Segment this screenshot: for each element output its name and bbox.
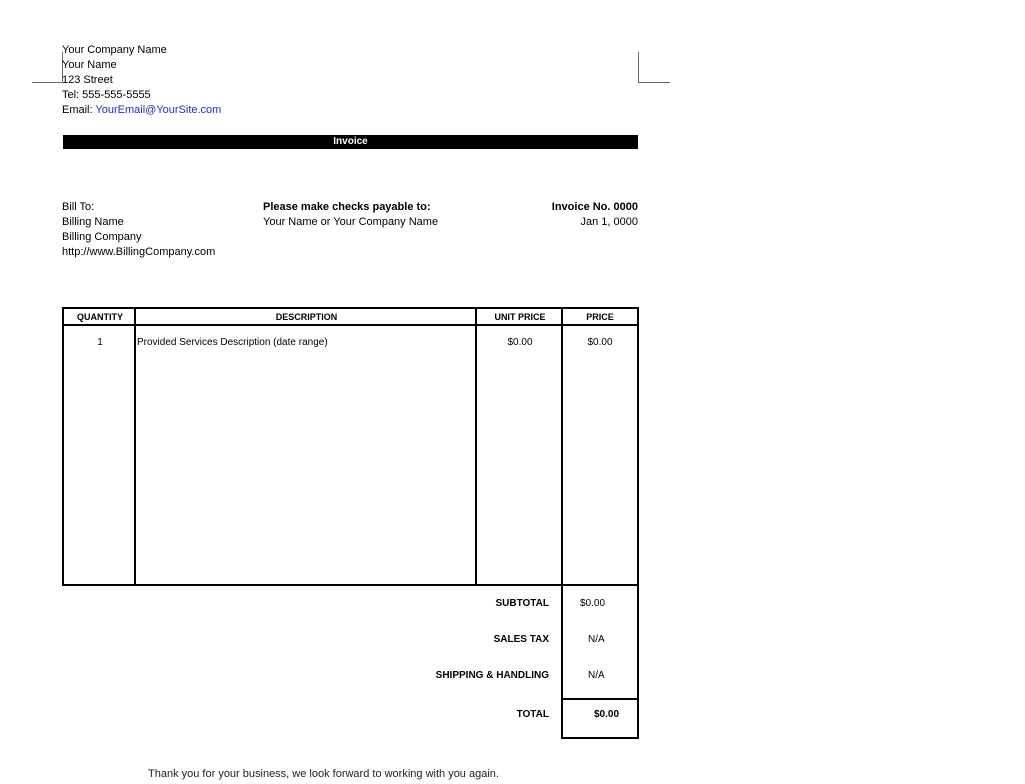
email-line	[62, 103, 221, 118]
crop-mark-right-v	[638, 52, 639, 82]
subtotal-label: SUBTOTAL	[495, 598, 549, 609]
sales-tax-label: SALES TAX	[493, 634, 549, 645]
company-name: Your Company Name	[62, 44, 167, 56]
invoice-info-block	[480, 200, 638, 230]
payable-block	[263, 200, 438, 230]
street-address: 123 Street	[62, 74, 113, 86]
company-info	[62, 43, 221, 118]
shipping-value: N/A	[588, 670, 605, 681]
header-price: PRICE	[563, 309, 637, 326]
bill-to-block	[62, 200, 215, 260]
col-unit-price	[477, 309, 563, 584]
shipping-label: SHIPPING & HANDLING	[435, 670, 549, 681]
col-quantity	[64, 309, 136, 584]
payable-value: Your Name or Your Company Name	[263, 216, 439, 228]
crop-mark-right-h	[638, 82, 670, 83]
payable-label: Please make checks payable to:	[263, 201, 431, 213]
header-quantity: QUANTITY	[64, 309, 136, 326]
email-link[interactable]: YourEmail@YourSite.com	[95, 104, 222, 116]
billing-company: Billing Company	[62, 231, 142, 243]
billing-name: Billing Name	[62, 216, 124, 228]
total-value: $0.00	[594, 709, 620, 720]
invoice-number: Invoice No. 0000	[551, 201, 638, 213]
contact-name: Your Name	[62, 59, 117, 71]
email-label: Email:	[62, 104, 96, 116]
footer-note: Thank you for your business, we look forward to working with you again.	[148, 768, 499, 780]
row-quantity: 1	[97, 337, 103, 348]
header-description: DESCRIPTION	[136, 309, 477, 326]
line-items-table	[62, 307, 639, 586]
invoice-title-bar: Invoice	[63, 135, 638, 149]
col-description	[136, 309, 477, 584]
invoice-date: Jan 1, 0000	[580, 216, 638, 228]
telephone: Tel: 555-555-5555	[62, 89, 151, 101]
bill-to-label: Bill To:	[62, 201, 95, 213]
row-unit-price: $0.00	[507, 337, 533, 348]
billing-url: http://www.BillingCompany.com	[62, 246, 216, 258]
row-price: $0.00	[587, 337, 613, 348]
header-unit-price: UNIT PRICE	[477, 309, 563, 326]
crop-mark-left-h	[32, 82, 62, 83]
sales-tax-value: N/A	[588, 634, 605, 645]
row-description: Provided Services Description (date range)	[137, 337, 328, 348]
subtotal-value: $0.00	[580, 598, 606, 609]
total-label: TOTAL	[516, 709, 549, 720]
